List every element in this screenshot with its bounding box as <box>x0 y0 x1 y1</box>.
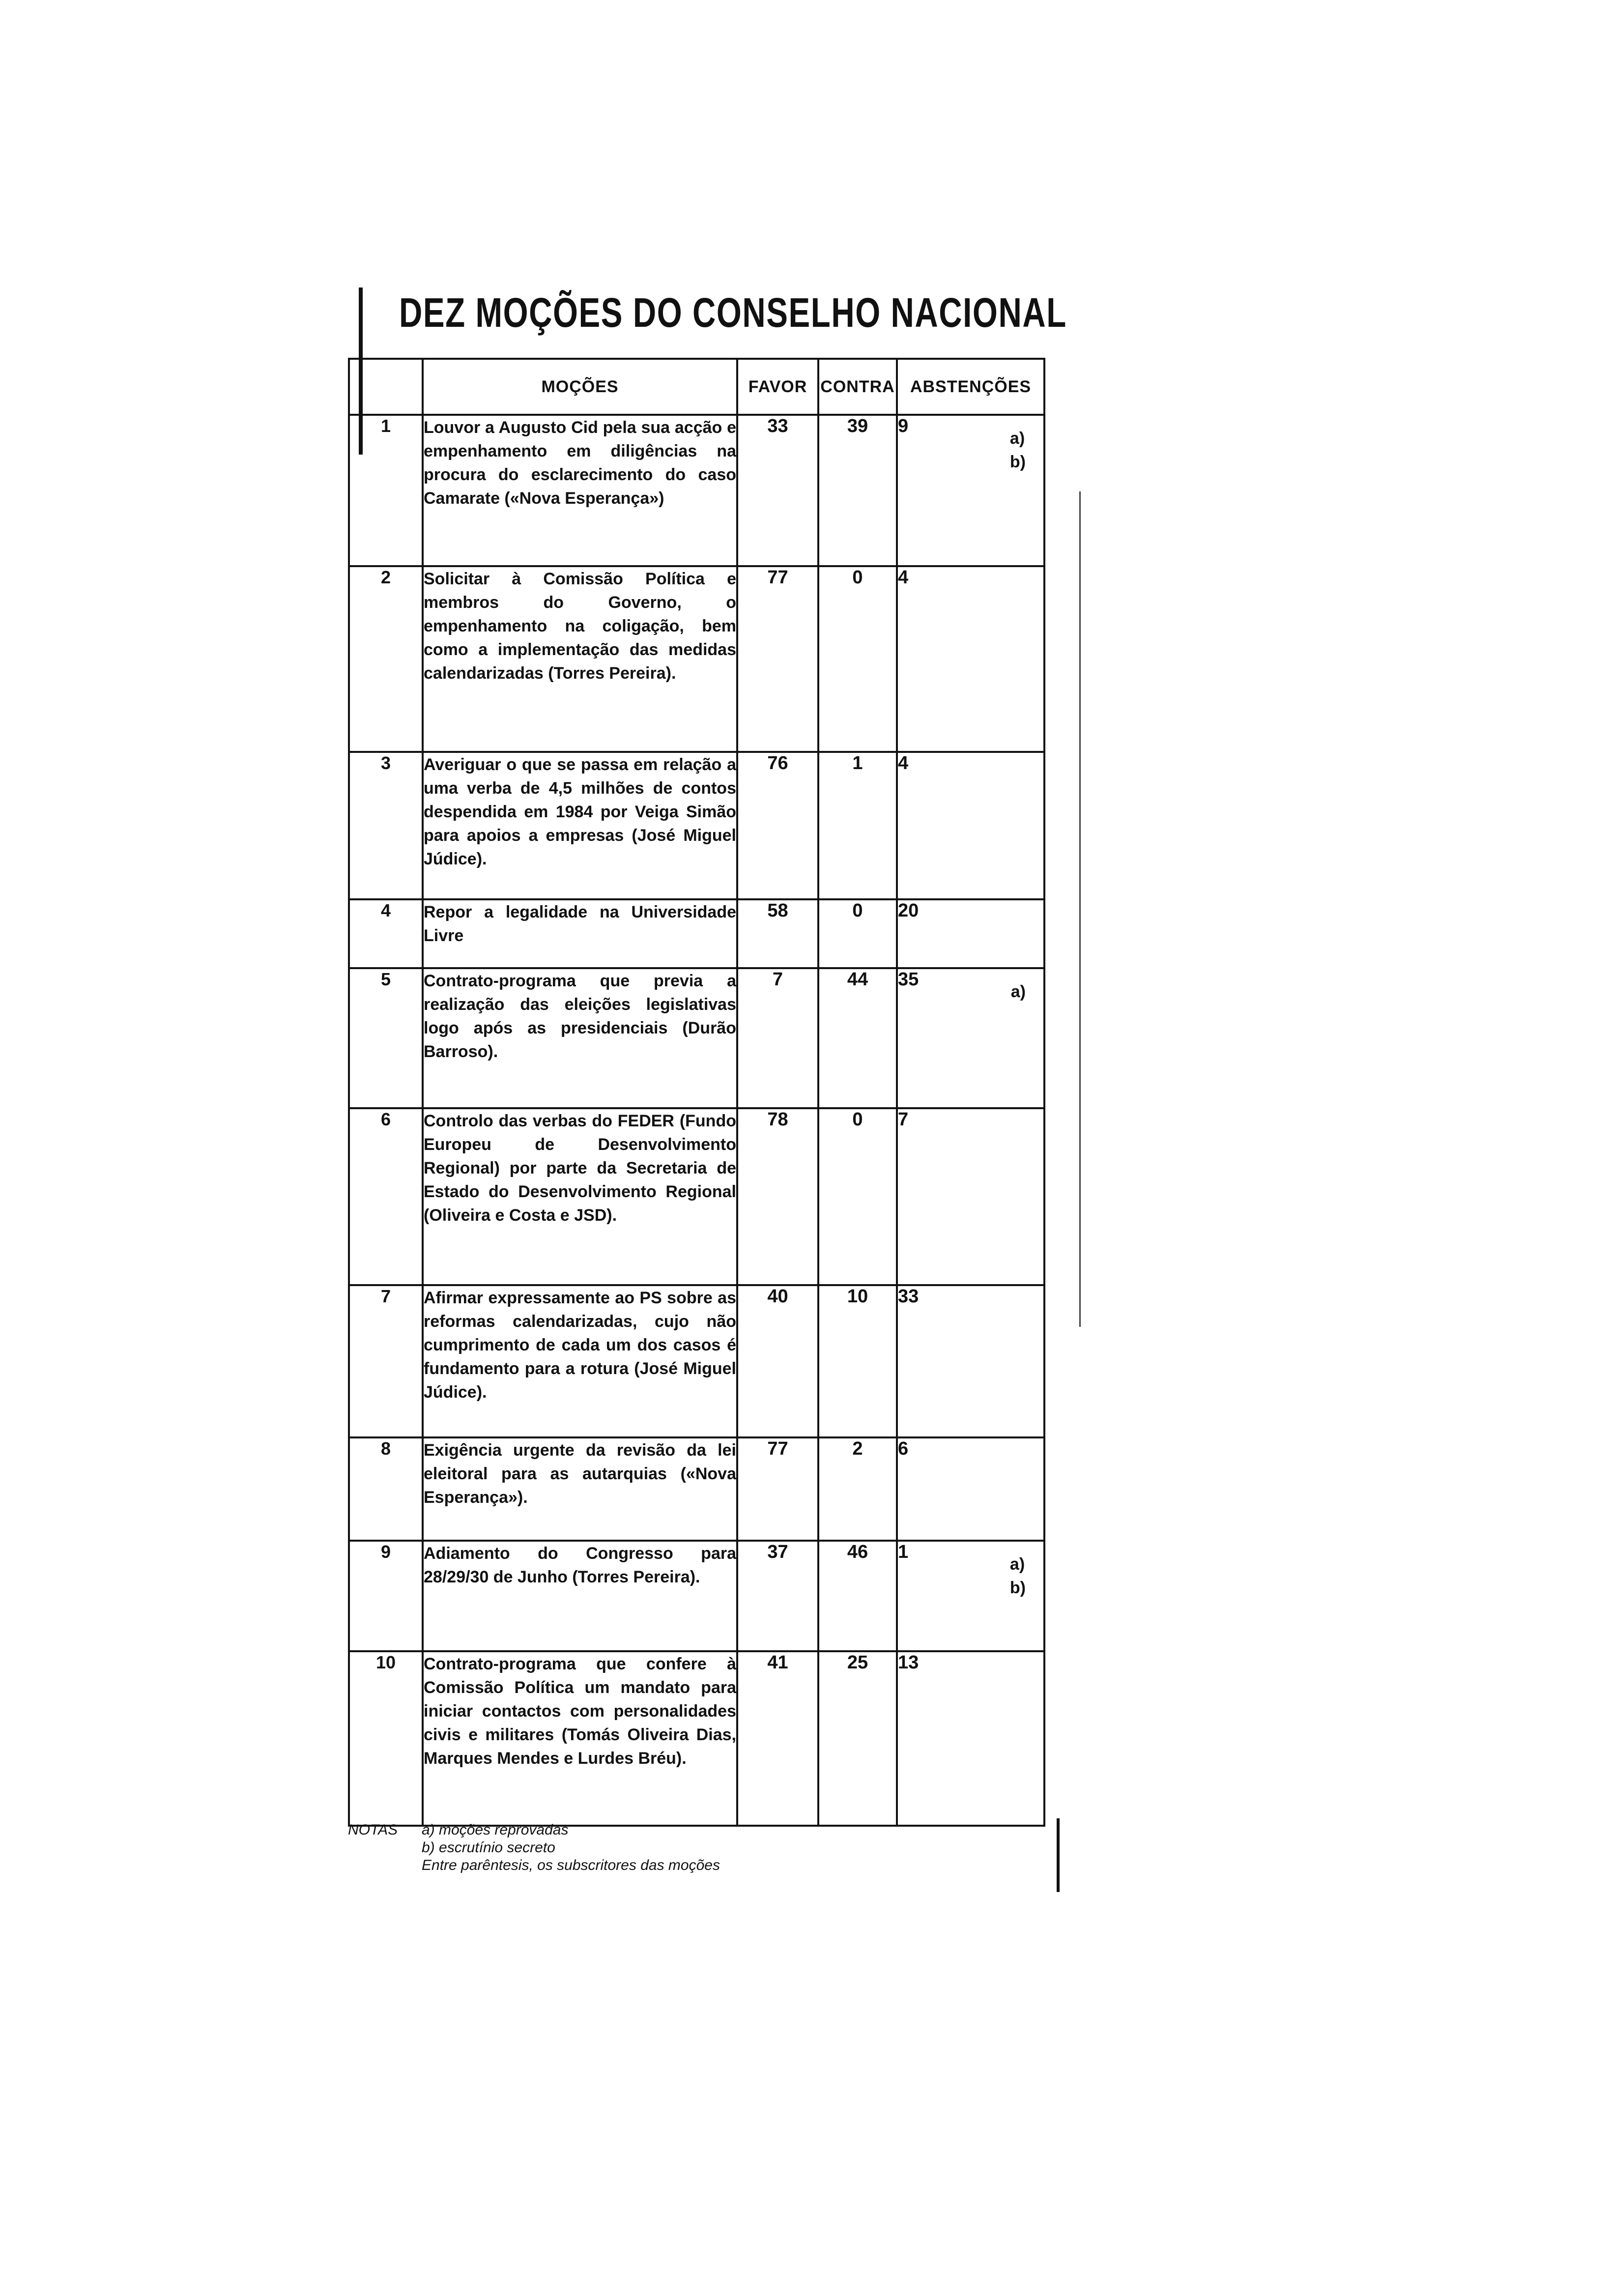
table-row <box>349 415 1044 566</box>
motion-number: 10 <box>349 1651 423 1826</box>
votes-abstentions-cell <box>897 1285 1044 1437</box>
table-row <box>349 1651 1044 1826</box>
votes-favor: 33 <box>737 415 818 566</box>
footnotes-lines <box>422 1821 720 1874</box>
motion-text: Solicitar à Comissão Política e membros do Governo, o empenhamento na coligação, bem como a implementação das medidas calendarizadas (Torres Pereira). <box>423 566 737 752</box>
votes-contra: 0 <box>818 1108 897 1285</box>
table-row <box>349 968 1044 1108</box>
votes-contra: 46 <box>818 1541 897 1651</box>
table-row <box>349 1108 1044 1285</box>
votes-favor: 78 <box>737 1108 818 1285</box>
votes-abstentions-cell <box>897 752 1044 899</box>
votes-favor: 37 <box>737 1541 818 1651</box>
header-motion: MOÇÕES <box>423 359 737 415</box>
votes-abstentions-cell <box>897 968 1044 1108</box>
motion-text: Controlo das verbas do FEDER (Fundo Europeu de Desenvolvimento Regional) por parte da Secretaria de Estado do Desenvolvimento Regional (Oliveira e Costa e JSD). <box>423 1108 737 1285</box>
votes-favor: 77 <box>737 1437 818 1541</box>
motion-text: Exigência urgente da revisão da lei eleitoral para as autarquias («Nova Esperança»). <box>423 1437 737 1541</box>
motion-number: 1 <box>349 415 423 566</box>
footnote-line: Entre parêntesis, os subscritores das moções <box>422 1857 720 1873</box>
motion-number: 9 <box>349 1541 423 1651</box>
votes-abstentions: 35 <box>898 969 919 990</box>
motion-text: Adiamento do Congresso para 28/29/30 de Junho (Torres Pereira). <box>423 1541 737 1651</box>
motion-text: Averiguar o que se passa em relação a uma verba de 4,5 milhões de contos despendida em 1984 por Veiga Simão para apoios a empresas (José Miguel Júdice). <box>423 752 737 899</box>
votes-abstentions: 20 <box>898 900 919 921</box>
header-row <box>349 359 1044 415</box>
votes-contra: 0 <box>818 899 897 968</box>
header-abstentions: ABSTENÇÕES <box>897 359 1044 415</box>
motion-number: 5 <box>349 968 423 1108</box>
votes-abstentions: 13 <box>898 1652 919 1673</box>
table-row <box>349 1285 1044 1437</box>
votes-favor: 77 <box>737 566 818 752</box>
votes-abstentions-cell <box>897 1541 1044 1651</box>
motion-notes: a) b) <box>1009 429 1026 471</box>
votes-abstentions: 6 <box>898 1438 909 1459</box>
motion-number: 8 <box>349 1437 423 1541</box>
votes-contra: 2 <box>818 1437 897 1541</box>
votes-abstentions: 33 <box>898 1286 919 1307</box>
motion-number: 7 <box>349 1285 423 1437</box>
document-title: DEZ MOÇÕES DO CONSELHO NACIONAL <box>399 289 1067 336</box>
motion-number: 2 <box>349 566 423 752</box>
votes-abstentions: 9 <box>898 416 909 436</box>
motion-number: 3 <box>349 752 423 899</box>
table-row <box>349 899 1044 968</box>
votes-contra: 0 <box>818 566 897 752</box>
votes-abstentions-cell <box>897 415 1044 566</box>
votes-contra: 39 <box>818 415 897 566</box>
votes-favor: 41 <box>737 1651 818 1826</box>
motion-text: Repor a legalidade na Universidade Livre <box>423 899 737 968</box>
votes-contra: 25 <box>818 1651 897 1826</box>
votes-abstentions: 1 <box>898 1542 909 1562</box>
table-body <box>349 415 1044 1826</box>
votes-favor: 58 <box>737 899 818 968</box>
header-contra: CONTRA <box>818 359 897 415</box>
votes-abstentions-cell <box>897 899 1044 968</box>
votes-abstentions: 4 <box>898 753 909 774</box>
page-edge-mark <box>1079 491 1081 1327</box>
footnote-line: a) moções reprovadas <box>422 1822 569 1838</box>
votes-favor: 76 <box>737 752 818 899</box>
votes-abstentions: 7 <box>898 1109 909 1130</box>
votes-abstentions-cell <box>897 1108 1044 1285</box>
footnote-line: b) escrutínio secreto <box>422 1839 555 1856</box>
table-row <box>349 566 1044 752</box>
votes-abstentions-cell <box>897 1437 1044 1541</box>
votes-contra: 44 <box>818 968 897 1108</box>
votes-abstentions-cell <box>897 1651 1044 1826</box>
motion-number: 4 <box>349 899 423 968</box>
motions-table <box>348 358 1045 1827</box>
table-header <box>349 359 1044 415</box>
header-favor: FAVOR <box>737 359 818 415</box>
votes-abstentions-cell <box>897 566 1044 752</box>
page-edge-mark <box>1057 1818 1060 1892</box>
votes-abstentions: 4 <box>898 567 909 588</box>
motion-notes: a) b) <box>1009 1555 1026 1597</box>
table-row <box>349 752 1044 899</box>
votes-contra: 1 <box>818 752 897 899</box>
motion-number: 6 <box>349 1108 423 1285</box>
votes-favor: 40 <box>737 1285 818 1437</box>
table-row <box>349 1541 1044 1651</box>
votes-favor: 7 <box>737 968 818 1108</box>
header-number <box>349 359 423 415</box>
table-row <box>349 1437 1044 1541</box>
motion-text: Contrato-programa que previa a realização das eleições legislativas logo após as presidenciais (Durão Barroso). <box>423 968 737 1108</box>
motion-text: Afirmar expressamente ao PS sobre as reformas calendarizadas, cujo não cumprimento de cada um dos casos é fundamento para a rotura (José Miguel Júdice). <box>423 1285 737 1437</box>
votes-contra: 10 <box>818 1285 897 1437</box>
motion-notes: a) <box>1010 982 1026 1001</box>
motion-text: Louvor a Augusto Cid pela sua acção e empenhamento em diligências na procura do esclarecimento do caso Camarate («Nova Esperança») <box>423 415 737 566</box>
footnotes-label: NOTAS <box>348 1822 398 1838</box>
motion-text: Contrato-programa que confere à Comissão Política um mandato para iniciar contactos com personalidades civis e militares (Tomás Oliveira Dias, Marques Mendes e Lurdes Bréu). <box>423 1651 737 1826</box>
